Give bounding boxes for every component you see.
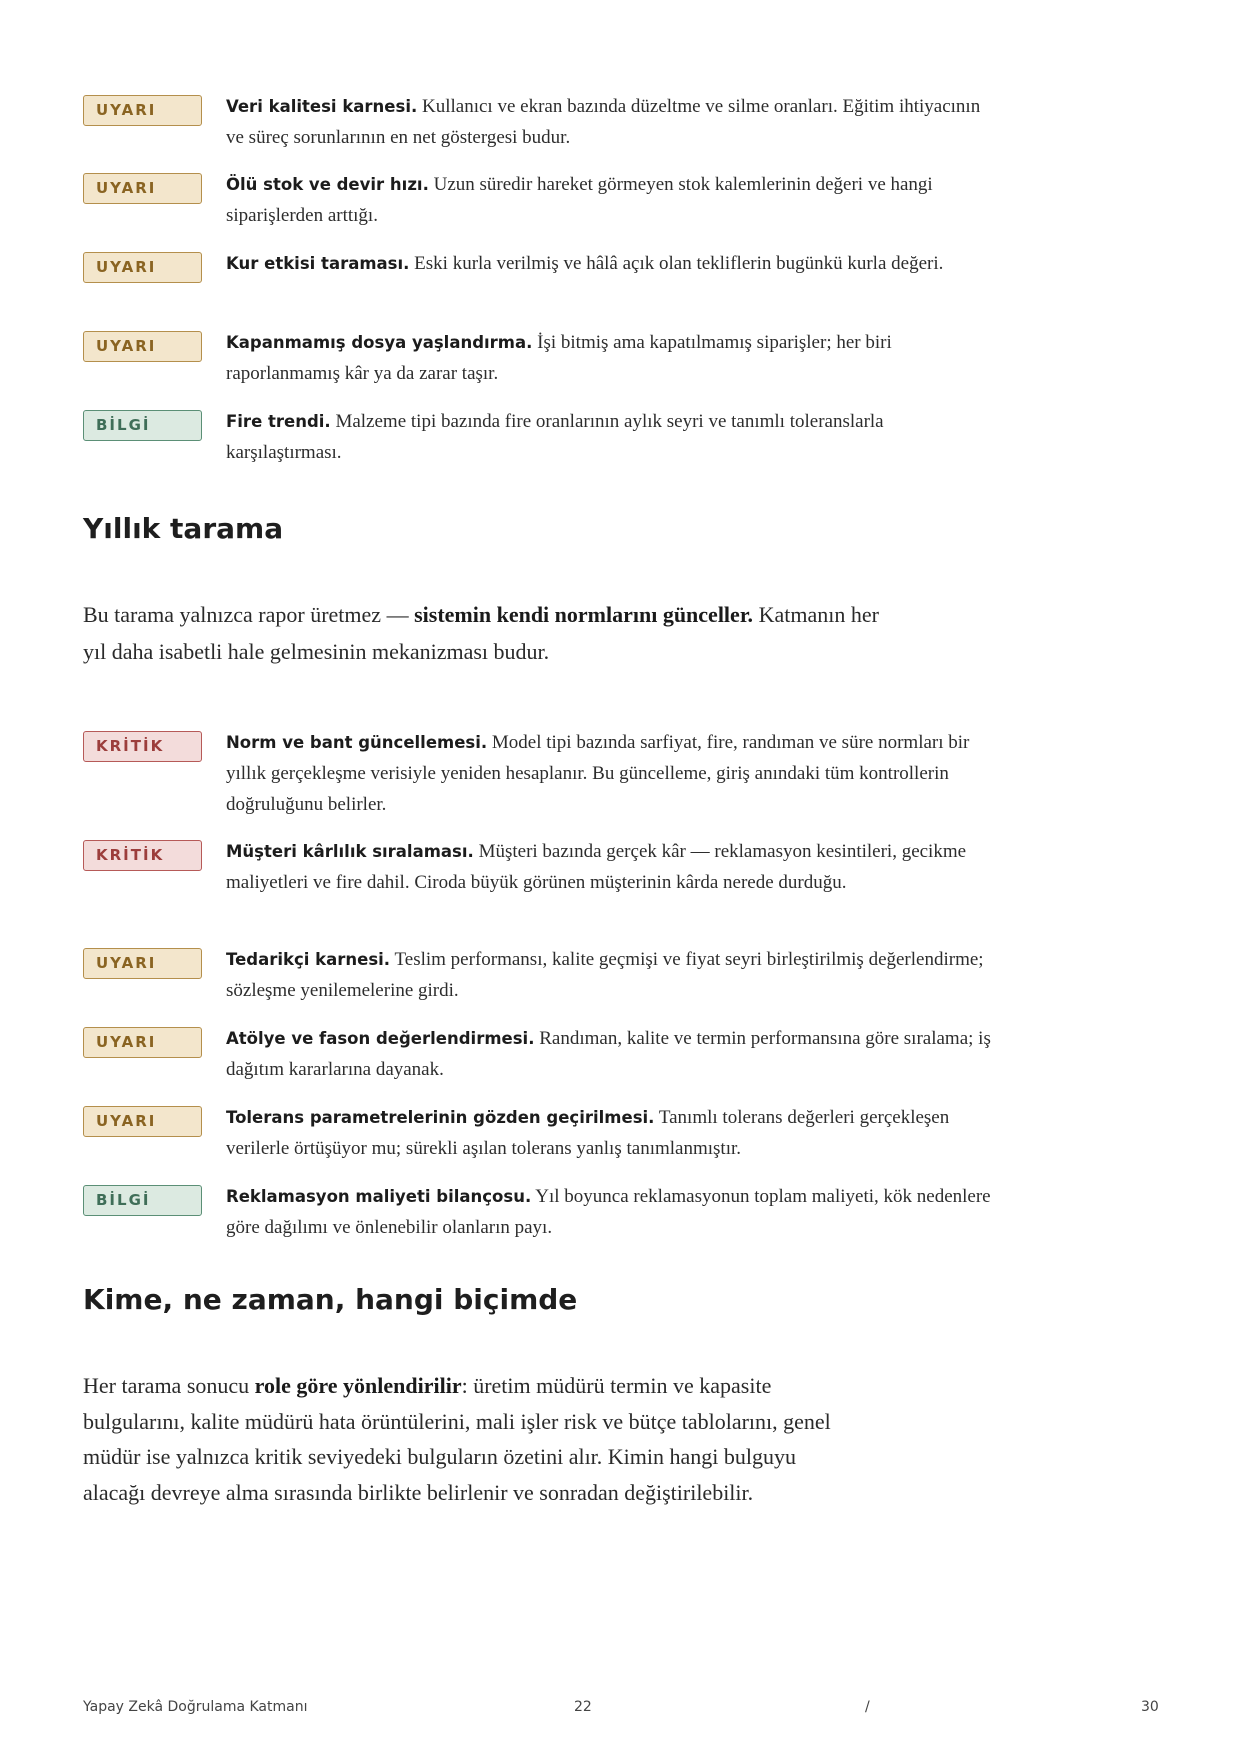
finding-text (226, 91, 1001, 153)
finding-title: Tolerans parametrelerinin gözden geçirilmesi. (226, 1108, 655, 1127)
footer-page-number: 22 (574, 1699, 592, 1715)
finding-text (226, 248, 1001, 279)
finding-body: Randıman, kalite ve termin performansına göre sıralama; iş dağıtım kararlarına dayanak. (226, 1028, 991, 1080)
severity-badge: BİLGİ (83, 410, 202, 441)
finding-title: Tedarikçi karnesi. (226, 950, 391, 969)
finding-body: Eski kurla verilmiş ve hâlâ açık olan tekliflerin bugünkü kurla değeri. (409, 253, 944, 274)
severity-badge: UYARI (83, 95, 202, 126)
finding-text (226, 1181, 1001, 1243)
finding-body: Model tipi bazında sarfiyat, fire, randıman ve süre normları bir yıllık gerçekleşme verisiyle yeniden hesaplanır. Bu güncelleme, giriş anındaki tüm kontrollerin doğruluğunu belirler. (226, 732, 970, 815)
finding-body: Uzun süredir hareket görmeyen stok kalemlerinin değeri ve hangi siparişlerden arttığı. (226, 174, 933, 226)
who-paragraph (83, 1368, 843, 1510)
footer-separator: / (865, 1699, 870, 1715)
finding-text (226, 1102, 1001, 1164)
annual-intro-paragraph (83, 596, 883, 670)
finding-text (226, 1023, 1001, 1085)
severity-badge: UYARI (83, 1106, 202, 1137)
severity-badge: KRİTİK (83, 840, 202, 871)
finding-body: Tanımlı tolerans değerleri gerçekleşen verilerle örtüşüyor mu; sürekli aşılan tolerans yanlış tanımlanmıştır. (226, 1107, 950, 1159)
who-post: : üretim müdürü termin ve kapasite bulgularını, kalite müdürü hata örüntülerini, mali işler risk ve bütçe tablolarını, genel müdür ise yalnızca kritik seviyedeki bulguların özetini alır. Kimin hangi bulguyu alacağı devreye alma sırasında birlikte belirlenir ve sonradan değiştirilebilir. (83, 1373, 831, 1505)
finding-text (226, 327, 1001, 389)
finding-title: Norm ve bant güncellemesi. (226, 733, 488, 752)
finding-body: İşi bitmiş ama kapatılmamış siparişler; her biri raporlanmamış kâr ya da zarar taşır. (226, 332, 892, 384)
finding-body: Müşteri bazında gerçek kâr — reklamasyon kesintileri, gecikme maliyetleri ve fire dahil. Cirodа büyük görünen müşterinin kârda nerede durduğu. (226, 841, 967, 893)
finding-title: Kur etkisi taraması. (226, 254, 410, 273)
section-heading-annual: Yıllık tarama (83, 512, 284, 545)
section-heading-who: Kime, ne zaman, hangi biçimde (83, 1283, 578, 1316)
finding-text (226, 944, 1001, 1006)
finding-title: Ölü stok ve devir hızı. (226, 175, 429, 194)
finding-text (226, 727, 1001, 820)
annual-intro-pre: Bu tarama yalnızca rapor üretmez — (83, 602, 415, 627)
annual-intro-bold: sistemin kendi normlarını günceller. (414, 602, 754, 627)
finding-title: Fire trendi. (226, 412, 331, 431)
finding-body: Kullanıcı ve ekran bazında düzeltme ve silme oranları. Eğitim ihtiyacının ve süreç sorunlarının en net göstergesi budur. (226, 96, 981, 148)
finding-title: Müşteri kârlılık sıralaması. (226, 842, 474, 861)
finding-title: Veri kalitesi karnesi. (226, 97, 418, 116)
finding-title: Reklamasyon maliyeti bilançosu. (226, 1187, 532, 1206)
severity-badge: UYARI (83, 173, 202, 204)
severity-badge: UYARI (83, 1027, 202, 1058)
footer-total-pages: 30 (1141, 1699, 1159, 1715)
severity-badge: UYARI (83, 948, 202, 979)
severity-badge: KRİTİK (83, 731, 202, 762)
finding-text (226, 406, 1001, 468)
finding-text (226, 169, 1001, 231)
finding-title: Atölye ve fason değerlendirmesi. (226, 1029, 535, 1048)
annual-intro-post: Katmanın her yıl daha isabetli hale gelmesinin mekanizması budur. (83, 602, 879, 664)
who-pre: Her tarama sonucu (83, 1373, 255, 1398)
severity-badge: UYARI (83, 252, 202, 283)
finding-text (226, 836, 1001, 898)
footer-title: Yapay Zekâ Doğrulama Katmanı (83, 1699, 308, 1715)
severity-badge: BİLGİ (83, 1185, 202, 1216)
who-bold: role göre yönlendirilir (254, 1373, 462, 1398)
finding-body: Yıl boyunca reklamasyonun toplam maliyeti, kök nedenlere göre dağılımı ve önlenebilir olanların payı. (226, 1186, 991, 1238)
severity-badge: UYARI (83, 331, 202, 362)
finding-body: Teslim performansı, kalite geçmişi ve fiyat seyri birleştirilmiş değerlendirme; sözleşme yenilemelerine girdi. (226, 949, 984, 1001)
finding-body: Malzeme tipi bazında fire oranlarının aylık seyri ve tanımlı toleranslarla karşılaştırması. (226, 411, 884, 463)
finding-title: Kapanmamış dosya yaşlandırma. (226, 333, 533, 352)
